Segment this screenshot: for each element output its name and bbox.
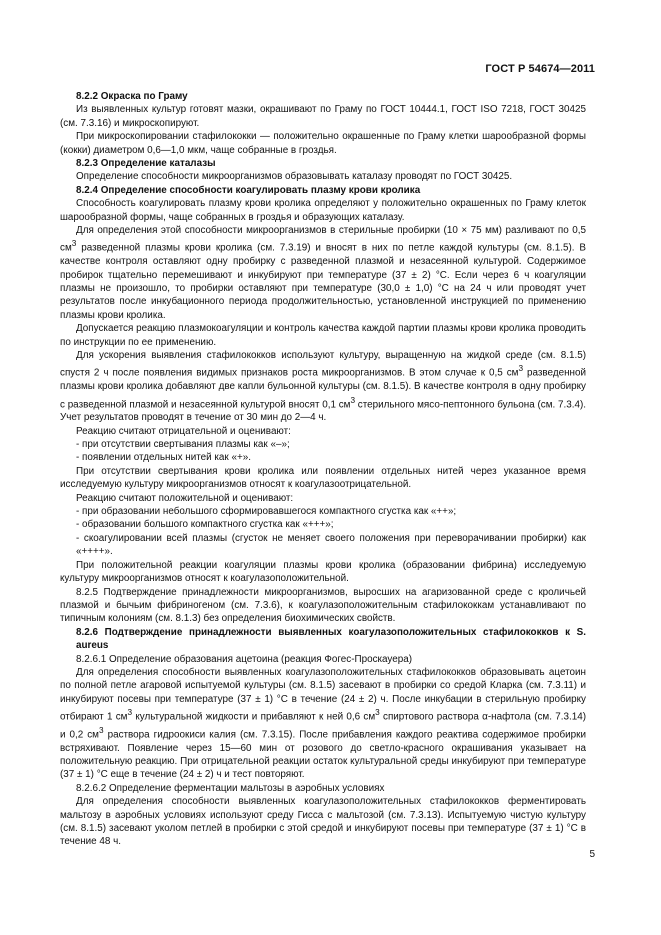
paragraph: Из выявленных культур готовят мазки, окрашивают по Граму по ГОСТ 10444.1, ГОСТ ISO 7218, ГОСТ 30425 (см. 7.3.16) и микроскопируют. (60, 104, 586, 129)
paragraph: При микроскопировании стафилококки — положительно окрашенные по Граму клетки шарообразной формы (кокки) диаметром 0,6—1,0 мкм, чаще собранные в гроздья. (60, 131, 586, 156)
list-item: - образовании большого компактного сгустка как «+++»; (76, 519, 334, 531)
section-heading: 8.2.2 Окраска по Граму (76, 91, 188, 102)
list-item: - скоагулировании всей плазмы (сгусток не меняет своего положения при переворачивании пробирки) как «++++». (76, 532, 586, 558)
document-code-header: ГОСТ Р 54674—2011 (485, 63, 595, 75)
paragraph: Для определения способности выявленных коагулазоположительных стафилококков образовывать ацетоин по полной петле агаровой испытуемой культуры (см. 8.1.5) засевают в пробирки со средой Кларка (см. 7.3.11) и инкубируют посевы при температуре (37 ± 1) °С в течение (24 ± 2) ч. После инкубации в стерильную пробирку отбирают 1 $см^3$ культуральной жидкости и прибавляют к ней 0,6 $см^3$ спиртового раствора α-нафтола (см. 7.3.14) и 0,2 $см^3$ раствора гидроокиси калия (см. 7.3.15). После прибавления каждого реактива содержимое пробирки встряхивают. Появление через 15—60 мин от розового до светло-красного окрашивания указывает на положительную реакцию. При отрицательной реакции остаток культуральной среды инкубируют при температуре (37 ± 1) °С еще в течение (24 ± 2) ч и тест повторяют. (60, 666, 586, 781)
section-heading: 8.2.6 Подтверждение принадлежности выявленных коагулазоположительных стафилококков к S. aureus (76, 626, 586, 652)
paragraph: 8.2.6.2 Определение ферментации мальтозы в аэробных условиях (76, 782, 385, 794)
paragraph: Для определения способности выявленных коагулазоположительных стафилококков ферментировать мальтозу в аэробных условиях используют среду Гисса с мальтозой (см. 7.3.13). Испытуемую чистую культуру (см. 8.1.5) засевают уколом петлей в пробирки с этой средой и инкубируют посевы при температуре (37 ± 1) °С в течение 48 ч. (60, 796, 586, 848)
paragraph: При положительной реакции коагуляции плазмы крови кролика (образовании фибрина) исследуемую культуру микроорганизмов относят к коагулазоположительной. (60, 559, 586, 585)
paragraph: Для ускорения выявления стафилококков используют культуру, выращенную на жидкой среде (см. 8.1.5) спустя 2 ч после появления видимых признаков роста микроорганизмов. В этом случае к 0,5 $см^3$ разведенной плазмы крови кролика добавляют две капли бульонной культуры (см. 8.1.5). В качестве контроля в одну пробирку с разведенной плазмой и незасеянной культурой вносят 0,1 $см^3$ стерильного мясо-пептонного бульона (см. 7.3.4). Учет результатов проводят в течение от 30 мин до 2—4 ч. (60, 350, 586, 424)
paragraph: Определение способности микроорганизмов образовывать каталазу проводят по ГОСТ 30425. (76, 171, 513, 183)
section-heading: 8.2.4 Определение способности коагулировать плазму крови кролика (76, 184, 421, 196)
paragraph: 8.2.5 Подтверждение принадлежности микроорганизмов, выросших на агаризованной среде с кроличьей плазмой и бычьим фибриногеном (см. 7.3.6), к коагулазоположительным стафилококкам устанавливают по типичным колониям (см. 8.1.3) без определения биохимических свойств. (60, 586, 586, 625)
paragraph: Допускается реакцию плазмокоагуляции и контроль качества каждой партии плазмы крови кролика проводить по инструкции по ее применению. (60, 323, 586, 348)
paragraph: Реакцию считают положительной и оценивают: (76, 492, 294, 504)
page-number: 5 (589, 849, 595, 860)
paragraph: Для определения этой способности микроорганизмов в стерильные пробирки (10 × 75 мм) разливают по 0,5 $см^3$ разведенной плазмы крови кролика (см. 7.3.19) и вносят в них по петле каждой культуры (см. 8.1.5). В качестве контроля оставляют одну пробирку с разведенной плазмой и незасеянной культурой. Содержимое пробирок тщательно перемешивают и инкубируют при температуре (37 ± 2) °С. Если через 6 ч коагуляции плазмы не произошло, то пробирки оставляют при температуре (30,0 ± 1,0) °С на 24 ч или проводят учет результатов после инкубационного периода продолжительностью, установленной инструкцией по применению плазмы крови кролика. (60, 225, 586, 321)
list-item: - появлении отдельных нитей как «+». (76, 452, 251, 464)
paragraph: Способность коагулировать плазму крови кролика определяют у положительно окрашенных по Граму клеток шарообразной формы, чаще собранных в гроздья и образующих каталазу. (60, 198, 586, 223)
paragraph: 8.2.6.1 Определение образования ацетоина (реакция Фогес-Проскауера) (76, 653, 413, 665)
paragraph: При отсутствии свертывания крови кролика или появлении отдельных нитей через указанное время исследуемую культуру микроорганизмов относят к коагулазоотрицательной. (60, 465, 586, 491)
section-heading: 8.2.3 Определение каталазы (76, 158, 216, 170)
list-item: - при отсутствии свертывания плазмы как «–»; (76, 439, 290, 451)
list-item: - при образовании небольшого сформировавшегося компактного сгустка как «++»; (76, 506, 457, 518)
paragraph: Реакцию считают отрицательной и оценивают: (76, 425, 291, 437)
document-body (60, 90, 586, 849)
